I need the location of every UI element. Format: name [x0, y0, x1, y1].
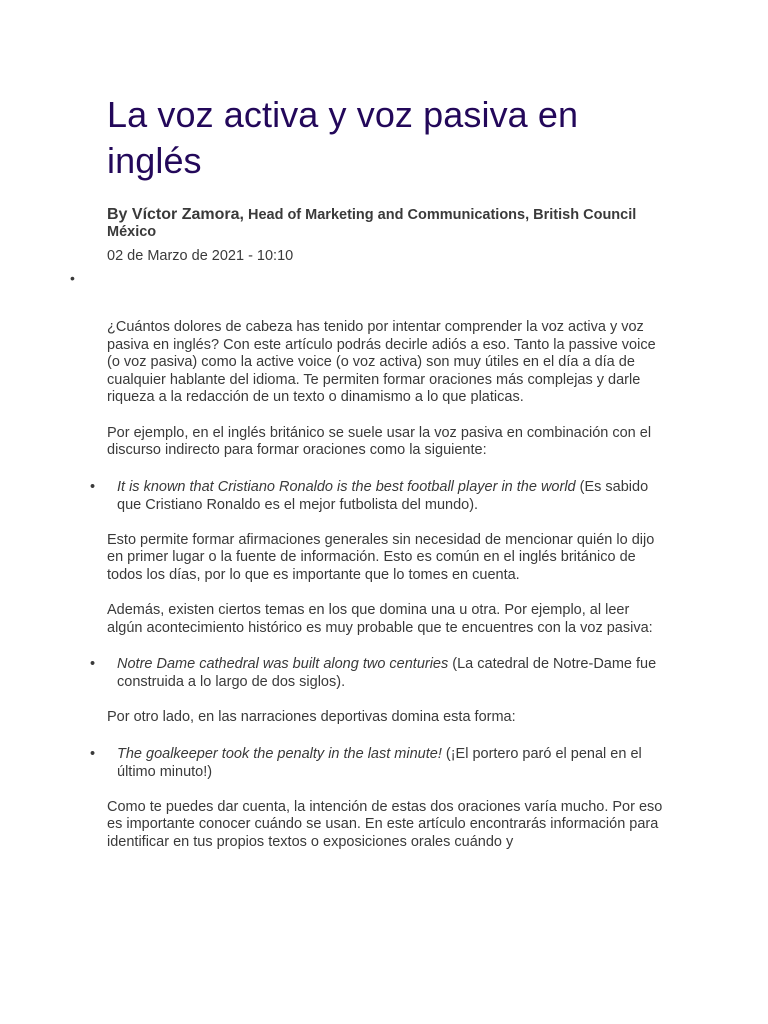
- paragraph-general-statements: Esto permite formar afirmaciones generales sin necesidad de mencionar quién lo dijo en primer lugar o la fuente de información. Esto es común en el inglés británico de todos los días, por lo que es importante que lo tomes en cuenta.: [107, 531, 655, 583]
- example-english: It is known that Cristiano Ronaldo is the best football player in the world: [117, 478, 576, 495]
- article-title: La voz activa y voz pasiva en inglés: [107, 94, 579, 181]
- example-item-3: [90, 745, 667, 781]
- example-english: Notre Dame cathedral was built along two centuries: [117, 656, 449, 672]
- bullet-dot: •: [90, 656, 96, 672]
- paragraph-sports: Por otro lado, en las narraciones deportivas domina esta forma:: [107, 709, 516, 725]
- example-item-2: [90, 655, 667, 691]
- publish-date: 02 de Marzo de 2021 - 10:10: [107, 248, 294, 264]
- example-spanish: (La catedral de Notre-Dame fue construida a lo largo de dos siglos).: [117, 656, 657, 690]
- example-spanish: (Es sabido que Cristiano Ronaldo es el mejor futbolista del mundo).: [117, 478, 649, 513]
- article: [70, 92, 667, 851]
- bullet-dot: •: [90, 478, 96, 495]
- byline-author: By Víctor Zamora,: [107, 206, 244, 223]
- example-item-1: [90, 478, 667, 514]
- bullet-dot: •: [90, 745, 96, 762]
- byline: [107, 206, 667, 241]
- empty-bullet: •: [70, 270, 75, 286]
- paragraph-intro: ¿Cuántos dolores de cabeza has tenido por intentar comprender la voz activa y voz pasiva en inglés? Con este artículo podrás decirle adiós a eso. Tanto la passive voice (o voz pasiva) como la active voice (o voz activa) son muy útiles en el día a día de cualquier hablante del idioma. Te permiten formar oraciones más complejas y darle riqueza a la redacción de un texto o dinamismo a lo que platicas.: [107, 319, 656, 405]
- paragraph-topics: Además, existen ciertos temas en los que domina una u otra. Por ejemplo, al leer algún acontecimiento histórico es muy probable que te encuentres con la voz pasiva:: [107, 602, 653, 636]
- example-english: The goalkeeper took the penalty in the last minute!: [117, 745, 442, 762]
- paragraph-example-intro: Por ejemplo, en el inglés británico se suele usar la voz pasiva en combinación con el discurso indirecto para formar oraciones como la siguiente:: [107, 424, 652, 458]
- paragraph-conclusion: Como te puedes dar cuenta, la intención de estas dos oraciones varía mucho. Por eso es importante conocer cuándo se usan. En este artículo encontrarás información para identificar en tus propios textos o exposiciones orales cuándo y: [107, 798, 663, 850]
- example-spanish: (¡El portero paró el penal en el último minuto!): [117, 745, 642, 780]
- byline-role: Head of Marketing and Communications, British Council México: [107, 207, 637, 240]
